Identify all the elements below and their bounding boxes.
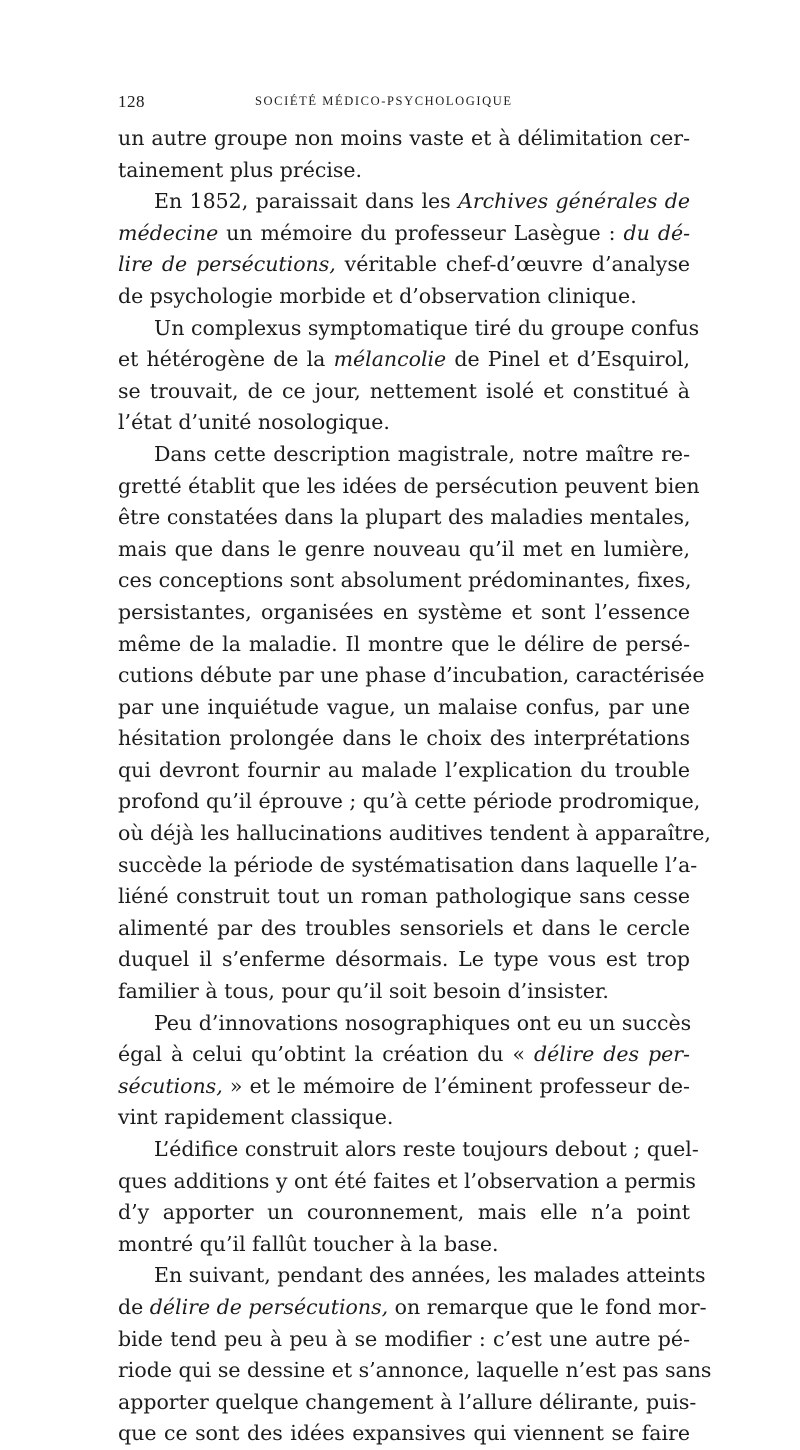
- italic-text: mélancolie: [333, 347, 447, 372]
- italic-text: lire de persécutions,: [118, 252, 336, 277]
- running-title: SOCIÉTÉ MÉDICO-PSYCHOLOGIQUE: [255, 94, 513, 108]
- text-segment: cutions débute par une phase d’incubation, caractérisée: [118, 663, 705, 688]
- text-segment: par une inquiétude vague, un malaise confus, par une: [118, 694, 690, 719]
- page-number: 128: [118, 92, 145, 111]
- text-segment: l’état d’unité nosologique.: [118, 410, 390, 435]
- text-segment: » et le mémoire de l’éminent professeur de-: [222, 1073, 690, 1098]
- text-segment: alimenté par des troubles sensoriels et dans le cercle: [118, 915, 690, 940]
- text-line: [118, 913, 690, 945]
- text-line: [118, 1102, 690, 1134]
- text-line: [118, 281, 690, 313]
- text-line: [118, 407, 690, 439]
- text-segment: de psychologie morbide et d’observation clinique.: [118, 283, 637, 308]
- text-line: [118, 1418, 690, 1450]
- text-segment: montré qu’il fallût toucher à la base.: [118, 1231, 499, 1256]
- italic-text: sécutions,: [118, 1073, 223, 1098]
- running-head: [118, 92, 690, 116]
- italic-text: délire de persécutions,: [149, 1294, 389, 1319]
- text-line: [118, 944, 690, 976]
- text-line: [118, 818, 711, 850]
- text-segment: tainement plus précise.: [118, 157, 363, 182]
- text-line: [118, 850, 698, 882]
- text-line: [118, 1355, 712, 1387]
- text-segment: d’y apporter un couronnement, mais elle n’a point: [118, 1200, 690, 1225]
- text-line: [118, 1166, 696, 1198]
- text-segment: de: [118, 1294, 150, 1319]
- text-line: [118, 1292, 707, 1324]
- italic-text: Archives générales de: [458, 189, 690, 214]
- text-line: [118, 1197, 690, 1229]
- text-segment: riode qui se dessine et s’annonce, laquelle n’est pas sans: [118, 1358, 712, 1383]
- text-segment: Un complexus symptomatique tiré du groupe confus: [154, 315, 700, 340]
- text-line: [118, 629, 690, 661]
- text-line: [118, 186, 690, 218]
- text-segment: bide tend peu à peu à se modifier : c’est une autre pé-: [118, 1326, 690, 1351]
- text-segment: on remarque que le fond mor-: [388, 1294, 707, 1319]
- text-segment: apporter quelque changement à l’allure délirante, puis-: [118, 1389, 697, 1414]
- text-segment: véritable chef-d’œuvre d’analyse: [335, 252, 690, 277]
- text-segment: où déjà les hallucinations auditives tendent à apparaître,: [118, 821, 711, 846]
- text-line: [118, 1134, 699, 1166]
- text-segment: un mémoire du professeur Lasègue :: [218, 220, 624, 245]
- text-line: [118, 439, 690, 471]
- text-segment: persistantes, organisées en système et sont l’essence: [118, 599, 690, 624]
- text-line: [118, 534, 690, 566]
- italic-text: du dé-: [623, 220, 690, 245]
- text-line: [118, 881, 690, 913]
- text-line: [118, 1071, 690, 1103]
- text-segment: égal à celui qu’obtint la création du «: [118, 1042, 535, 1067]
- text-line: [118, 755, 690, 787]
- text-segment: vint rapidement classique.: [118, 1105, 394, 1130]
- text-segment: Dans cette description magistrale, notre maître re-: [154, 441, 690, 466]
- italic-text: délire des per-: [534, 1042, 690, 1067]
- text-line: [118, 1039, 690, 1071]
- text-line: [118, 471, 700, 503]
- text-line: [118, 155, 690, 187]
- text-segment: En suivant, pendant des années, les malades atteints: [154, 1263, 706, 1288]
- text-segment: de Pinel et d’Esquirol,: [446, 347, 690, 372]
- text-segment: ques additions y ont été faites et l’observation a permis: [118, 1168, 696, 1193]
- text-segment: et hétérogène de la: [118, 347, 334, 372]
- text-line: [118, 692, 690, 724]
- italic-text: médecine: [118, 220, 219, 245]
- text-line: [118, 565, 690, 597]
- text-line: [118, 376, 690, 408]
- text-line: [118, 660, 705, 692]
- text-segment: profond qu’il éprouve ; qu’à cette période prodromique,: [118, 789, 701, 814]
- text-line: [118, 723, 690, 755]
- text-segment: duquel il s’enferme désormais. Le type vous est trop: [118, 947, 690, 972]
- text-line: [118, 502, 690, 534]
- text-line: [118, 313, 700, 345]
- text-segment: L’édifice construit alors reste toujours debout ; quel-: [154, 1137, 699, 1161]
- text-segment: Peu d’innovations nosographiques ont eu un succès: [154, 1010, 692, 1035]
- text-line: [118, 344, 690, 376]
- text-segment: succède la période de systématisation dans laquelle l’a-: [118, 852, 698, 877]
- text-segment: un autre groupe non moins vaste et à délimitation cer-: [118, 126, 690, 150]
- text-segment: mais que dans le genre nouveau qu’il met en lumière,: [118, 536, 690, 561]
- body-text: [118, 123, 712, 1450]
- text-line: [118, 597, 690, 629]
- text-segment: ces conceptions sont absolument prédominantes, fixes,: [118, 568, 692, 593]
- text-segment: hésitation prolongée dans le choix des interprétations: [118, 726, 690, 751]
- text-segment: En 1852, paraissait dans les: [154, 189, 459, 214]
- text-line: [118, 1387, 697, 1419]
- text-segment: être constatées dans la plupart des maladies mentales,: [118, 505, 691, 530]
- text-segment: gretté établit que les idées de persécution peuvent bien: [118, 473, 700, 498]
- text-line: [118, 123, 690, 155]
- text-line: [118, 976, 690, 1008]
- text-line: [118, 786, 701, 818]
- text-segment: qui devront fournir au malade l’explication du trouble: [118, 757, 690, 782]
- text-line: [118, 1324, 690, 1356]
- text-segment: se trouvait, de ce jour, nettement isolé et constitué à: [118, 378, 690, 403]
- text-segment: liéné construit tout un roman pathologique sans cesse: [118, 884, 690, 909]
- text-line: [118, 249, 690, 281]
- text-segment: familier à tous, pour qu’il soit besoin d’insister.: [118, 979, 609, 1004]
- text-segment: que ce sont des idées expansives qui viennent se faire: [118, 1421, 690, 1446]
- text-line: [118, 218, 690, 250]
- text-segment: même de la maladie. Il montre que le délire de persé-: [118, 631, 690, 656]
- text-line: [118, 1229, 690, 1261]
- text-line: [118, 1008, 690, 1040]
- text-line: [118, 1260, 706, 1292]
